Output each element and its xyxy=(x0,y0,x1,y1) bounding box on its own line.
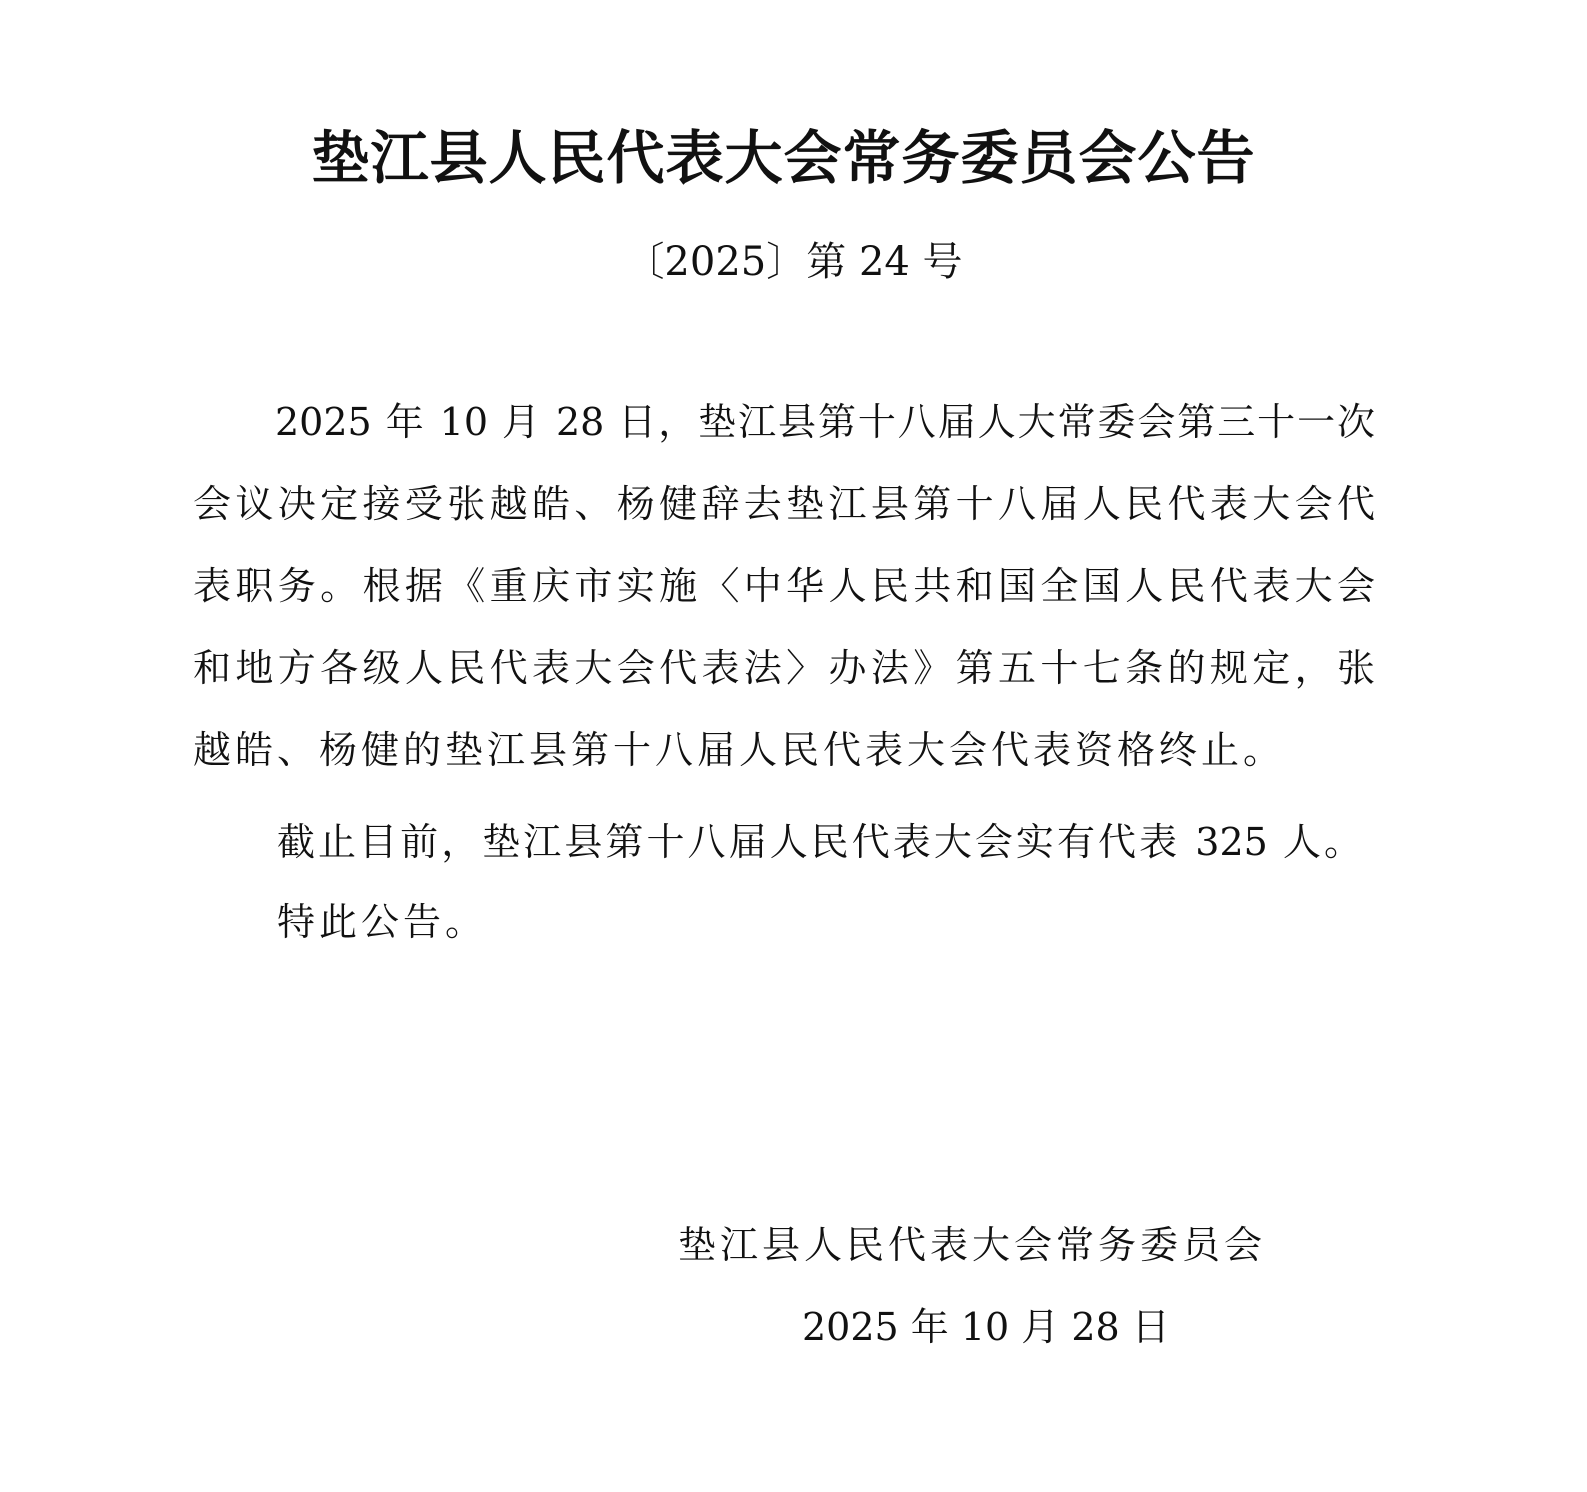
body-line: 会议决定接受张越皓、杨健辞去垫江县第十八届人民代表大会代 xyxy=(193,482,1375,526)
document-title: 垫江县人民代表大会常务委员会公告 xyxy=(311,124,1256,192)
document-number: 〔2025〕第 24 号 xyxy=(624,239,963,285)
body-line: 和地方各级人民代表大会代表法〉办法》第五十七条的规定，张 xyxy=(193,646,1375,690)
body-line: 2025 年 10 月 28 日，垫江县第十八届人大常委会第三十一次 xyxy=(275,400,1375,444)
body-line: 表职务。根据《重庆市实施〈中华人民共和国全国人民代表大会 xyxy=(193,564,1375,608)
signature-issuer: 垫江县人民代表大会常务委员会 xyxy=(678,1223,1262,1267)
body-line: 越皓、杨健的垫江县第十八届人民代表大会代表资格终止。 xyxy=(193,728,1286,772)
body-paragraph-closing: 特此公告。 xyxy=(277,900,488,944)
signature-date: 2025 年 10 月 28 日 xyxy=(802,1305,1170,1349)
body-paragraph-delegate-count: 截止目前，垫江县第十八届人民代表大会实有代表 325 人。 xyxy=(277,820,1362,864)
